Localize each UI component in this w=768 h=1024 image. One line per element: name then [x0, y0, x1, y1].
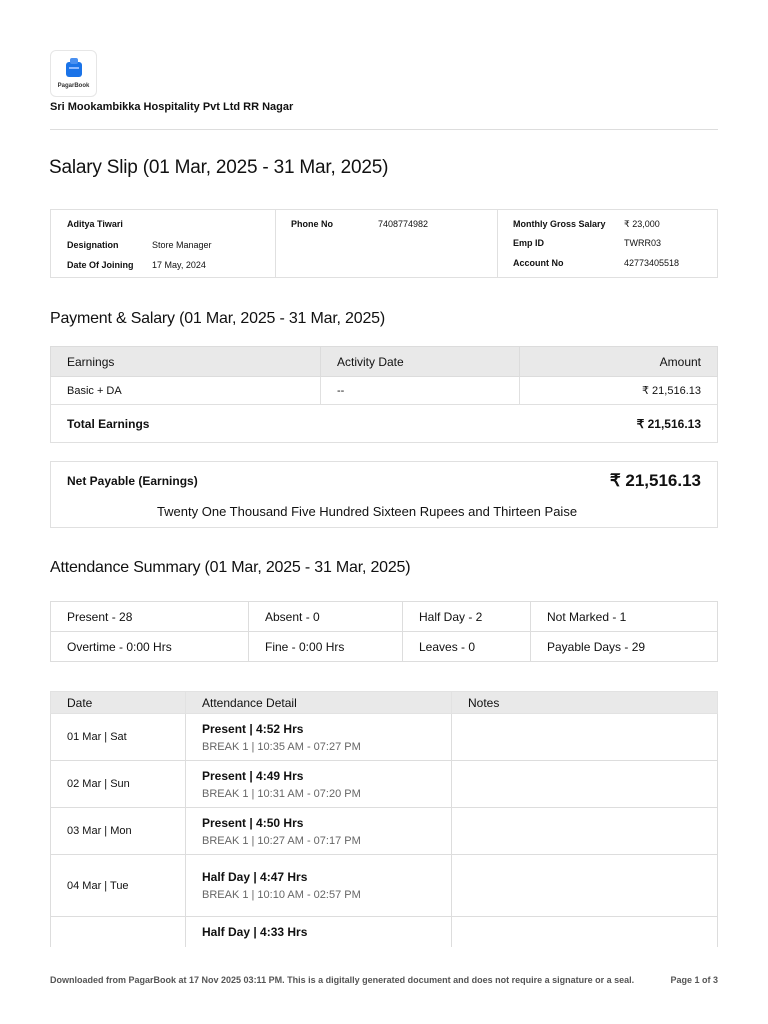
- daily-attendance-table: [50, 691, 718, 947]
- day-detail: [186, 714, 452, 761]
- empid-label: Emp ID: [513, 238, 545, 248]
- earning-amount: ₹ 21,516.13: [520, 377, 718, 405]
- empid-value: TWRR03: [624, 238, 662, 248]
- designation-value: Store Manager: [152, 240, 212, 250]
- absent-count: Absent - 0: [249, 602, 403, 632]
- notes-header: Notes: [452, 692, 718, 714]
- attendance-detail-header: Attendance Detail: [186, 692, 452, 714]
- payable-days: Payable Days - 29: [531, 632, 718, 662]
- company-logo: [50, 50, 97, 97]
- earnings-header: Earnings: [51, 347, 321, 377]
- leaves-count: Leaves - 0: [403, 632, 531, 662]
- table-row: [51, 714, 718, 761]
- net-payable-label: Net Payable (Earnings): [67, 474, 198, 488]
- day-detail: [186, 808, 452, 855]
- earnings-header-row: [51, 347, 718, 377]
- day-notes: [452, 808, 718, 855]
- table-row: [51, 917, 718, 947]
- daily-header-row: [51, 692, 718, 714]
- payment-section-title: Payment & Salary (01 Mar, 2025 - 31 Mar, 2025): [50, 310, 385, 327]
- day-status: Present | 4:52 Hrs: [202, 721, 304, 736]
- day-detail: [186, 917, 452, 947]
- day-notes: [452, 855, 718, 917]
- gross-value: ₹ 23,000: [624, 219, 660, 229]
- doj-value: 17 May, 2024: [152, 260, 206, 270]
- table-row: [51, 761, 718, 808]
- day-notes: [452, 714, 718, 761]
- employee-details: [50, 209, 718, 278]
- attendance-section-title: Attendance Summary (01 Mar, 2025 - 31 Mar, 2025): [50, 559, 411, 576]
- day-break: BREAK 1 | 10:35 AM - 07:27 PM: [202, 740, 361, 753]
- attendance-row-1: [51, 602, 718, 632]
- earning-date: --: [321, 377, 520, 405]
- total-earnings-amount: ₹ 21,516.13: [520, 405, 718, 443]
- account-value: 42773405518: [624, 258, 680, 268]
- net-payable-box: [50, 461, 718, 528]
- day-notes: [452, 761, 718, 808]
- day-break: BREAK 1 | 10:27 AM - 07:17 PM: [202, 834, 361, 847]
- company-name: Sri Mookambikka Hospitality Pvt Ltd RR Nagar: [50, 101, 294, 113]
- pagarbook-logo-icon: [63, 57, 85, 79]
- employee-name: Aditya Tiwari: [67, 219, 123, 229]
- fine-value: Fine - 0:00 Hrs: [249, 632, 403, 662]
- designation-label: Designation: [67, 240, 119, 250]
- amount-header: Amount: [520, 347, 718, 377]
- earning-name: Basic + DA: [51, 377, 321, 405]
- day-date: 03 Mar | Mon: [51, 808, 186, 855]
- total-earnings-label: Total Earnings: [51, 405, 520, 443]
- not-marked-count: Not Marked - 1: [531, 602, 718, 632]
- half-day-count: Half Day - 2: [403, 602, 531, 632]
- account-label: Account No: [513, 258, 564, 268]
- attendance-summary-table: [50, 601, 718, 662]
- day-detail: [186, 761, 452, 808]
- net-payable-words: Twenty One Thousand Five Hundred Sixteen Rupees and Thirteen Paise: [156, 504, 578, 519]
- day-break: BREAK 1 | 10:31 AM - 07:20 PM: [202, 787, 361, 800]
- day-status: Present | 4:49 Hrs: [202, 768, 304, 783]
- activity-date-header: Activity Date: [321, 347, 520, 377]
- day-status: Half Day | 4:47 Hrs: [202, 870, 308, 884]
- attendance-row-2: [51, 632, 718, 662]
- day-date: 04 Mar | Tue: [51, 855, 186, 917]
- day-date: [51, 917, 186, 947]
- day-date: 02 Mar | Sun: [51, 761, 186, 808]
- day-detail: [186, 855, 452, 917]
- doj-label: Date Of Joining: [67, 260, 134, 270]
- logo-text: PagarBook: [57, 83, 90, 89]
- day-status: Present | 4:50 Hrs: [202, 815, 304, 830]
- gross-label: Monthly Gross Salary: [513, 219, 606, 229]
- table-row: [51, 808, 718, 855]
- page-number: Page 1 of 3: [670, 975, 718, 985]
- phone-value: 7408774982: [378, 219, 429, 229]
- net-payable-amount: ₹ 21,516.13: [609, 471, 701, 490]
- earnings-row: [51, 377, 718, 405]
- footer-text: Downloaded from PagarBook at 17 Nov 2025 03:11 PM. This is a digitally generated document and does not require a signature or a seal.: [50, 975, 635, 985]
- day-date: 01 Mar | Sat: [51, 714, 186, 761]
- employee-col-3: [498, 210, 718, 277]
- table-row: [51, 855, 718, 917]
- header-divider: [50, 129, 718, 130]
- phone-label: Phone No: [291, 219, 333, 229]
- day-status: Half Day | 4:33 Hrs: [202, 924, 308, 939]
- day-break: BREAK 1 | 10:10 AM - 02:57 PM: [202, 889, 361, 901]
- page-title: Salary Slip (01 Mar, 2025 - 31 Mar, 2025): [49, 157, 389, 178]
- employee-col-2: [275, 210, 498, 277]
- overtime-value: Overtime - 0:00 Hrs: [51, 632, 249, 662]
- day-notes: [452, 917, 718, 947]
- present-count: Present - 28: [51, 602, 249, 632]
- employee-col-1: [51, 210, 276, 277]
- total-earnings-row: [51, 405, 718, 443]
- date-header: Date: [51, 692, 186, 714]
- earnings-table: [50, 346, 718, 443]
